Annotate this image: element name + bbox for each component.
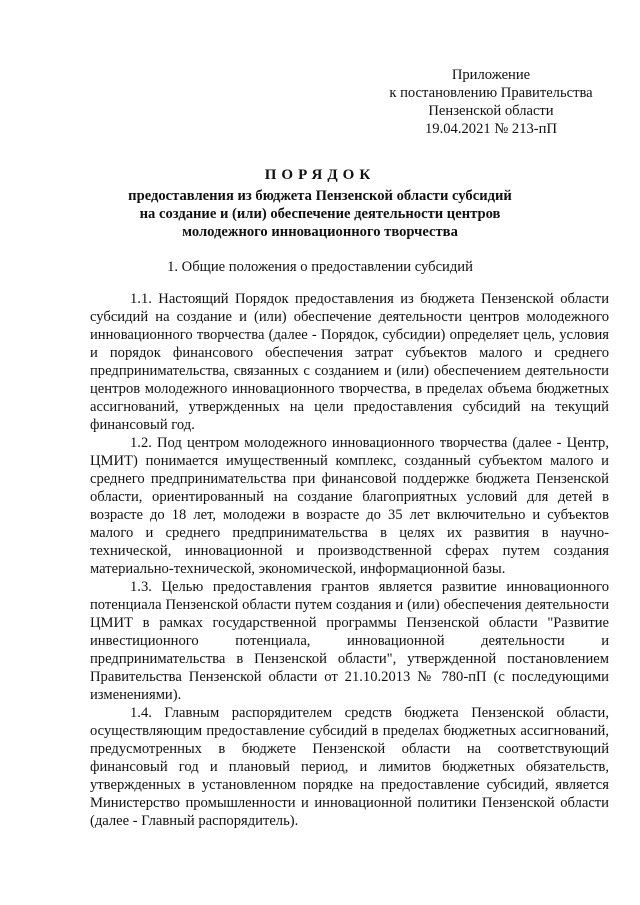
- appendix-line: Пензенской области: [428, 103, 554, 119]
- paragraph-1-2: 1.2. Под центром молодежного инновационного творчества (далее - Центр, ЦМИТ) понимается имущественный комплекс, созданный субъектом малого и среднего предпринимательства при финансовой поддержке бюджета Пензенской области, ориентированный на создание благоприятных условий для детей в возрасте до 18 лет, молодежи в возрасте до 35 лет включительно и субъектов малого и среднего предпринимательства в целях их развития в научно-технической, инновационной и производственной сферах путем создания материально-технической, экономической, информационной базы.: [90, 435, 609, 577]
- subtitle-line: предоставления из бюджета Пензенской области субсидий: [128, 188, 512, 204]
- document-subtitle: [0, 187, 640, 241]
- appendix-block: [380, 66, 602, 138]
- paragraph-1-1: 1.1. Настоящий Порядок предоставления из бюджета Пензенской области субсидий на создание и (или) обеспечение деятельности центров молодежного инновационного творчества (далее - Порядок, субсидии) определяет цель, условия и порядок финансового обеспечения затрат субъектов малого и среднего предпринимательства, связанных с созданием и (или) обеспечением деятельности центров молодежного инновационного творчества, в пределах объема бюджетных ассигнований, утвержденных на цели предоставления субсидий на текущий финансовый год.: [90, 291, 609, 433]
- document-body: [90, 290, 609, 830]
- section-heading: 1. Общие положения о предоставлении субсидий: [167, 259, 473, 275]
- paragraph-1-4: 1.4. Главным распорядителем средств бюджета Пензенской области, осуществляющим предоставление субсидий в пределах бюджетных ассигнований, предусмотренных в бюджете Пензенской области на соответствующий финансовый год и плановый период, и лимитов бюджетных обязательств, утвержденных в установленном порядке на предоставление субсидий, является Министерство промышленности и инновационной политики Пензенской области (далее - Главный распорядитель).: [90, 705, 609, 829]
- appendix-date-number: 19.04.2021 № 213-пП: [425, 121, 557, 137]
- paragraph-1-3: 1.3. Целью предоставления грантов является развитие инновационного потенциала Пензенской области путем создания и (или) обеспечения деятельности ЦМИТ в рамках государственной программы Пензенской области "Развитие инвестиционного потенциала, инновационной деятельности и предпринимательства в Пензенской области", утвержденной постановлением Правительства Пензенской области от 21.10.2013 № 780-пП (с последующими изменениями).: [90, 579, 609, 703]
- subtitle-line: на создание и (или) обеспечение деятельности центров: [139, 206, 501, 222]
- appendix-line: Приложение: [451, 67, 531, 83]
- document-title: ПОРЯДОК: [264, 167, 376, 183]
- appendix-line: к постановлению Правительства: [389, 85, 593, 101]
- subtitle-line: молодежного инновационного творчества: [182, 224, 458, 240]
